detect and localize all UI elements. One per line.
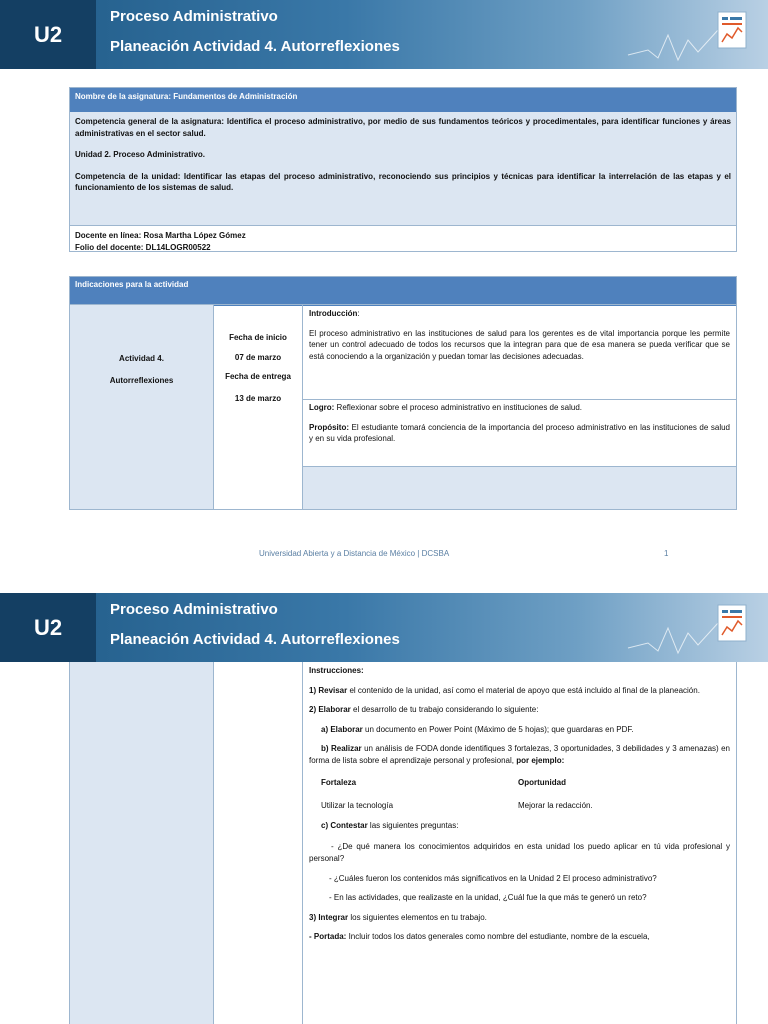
unit-badge: U2 bbox=[0, 0, 96, 69]
purpose-text: El estudiante tomará conciencia de la importancia del proceso administrativo en las instituciones de salud y en su vida profesional. bbox=[309, 422, 730, 444]
intro-text: El proceso administrativo en las instituciones de salud para los gerentes es de vital importancia porque les permite tener un control adecuado de todos los recursos que la integran para que de esa manera se pueda verificar que se está conociendo a la organización y puedan tomar las decisiones adecuadas. bbox=[309, 328, 730, 361]
instructions-cell bbox=[302, 662, 737, 1024]
chart-document-icon bbox=[568, 0, 768, 69]
step2c-text: las siguientes preguntas: bbox=[367, 820, 459, 830]
page-header-banner-2 bbox=[0, 593, 768, 662]
unit-competency: Competencia de la unidad: Identificar las etapas del proceso administrativo, reconociendo sus principios y técnicas para identificar la interrelación de las etapas y el funcionamiento de los sistemas de salud. bbox=[75, 171, 731, 193]
step3-text: los siguientes elementos en tu trabajo. bbox=[348, 912, 487, 922]
intro-label: Introducción bbox=[309, 309, 358, 318]
foda-opportunity-header: Oportunidad bbox=[518, 777, 566, 787]
foda-strength-header: Fortaleza bbox=[321, 777, 357, 787]
question-1: - ¿De qué manera los conocimientos adquiridos en esta unidad los puedo aplicar en tú vida profesional y personal? bbox=[309, 842, 730, 863]
page2-middle-cell bbox=[213, 662, 303, 1024]
step2-label: 2) Elaborar bbox=[309, 705, 351, 715]
foda-strength-value: Utilizar la tecnología bbox=[321, 801, 394, 811]
banner-subtitle-2: Planeación Actividad 4. Autorreflexiones bbox=[110, 631, 400, 648]
step2a-text: un documento en Power Point (Máximo de 5 hojas); que guardaras en PDF. bbox=[362, 724, 634, 734]
activity-name: Actividad 4. bbox=[119, 354, 164, 363]
activity-subtitle: Autorreflexiones bbox=[109, 375, 174, 385]
banner-title-2: Proceso Administrativo bbox=[110, 601, 278, 618]
step2c-label: c) Contestar bbox=[321, 820, 368, 830]
teacher-name: Docente en línea: Rosa Martha López Gómez bbox=[75, 231, 246, 240]
end-date: 13 de marzo bbox=[234, 393, 282, 403]
goal-cell bbox=[302, 399, 737, 467]
banner-subtitle: Planeación Actividad 4. Autorreflexiones bbox=[110, 38, 400, 55]
page-header-banner bbox=[0, 0, 768, 69]
foda-value-row bbox=[309, 800, 730, 812]
unit-name: Unidad 2. Proceso Administrativo. bbox=[75, 150, 205, 160]
footer-page-number: 1 bbox=[664, 549, 669, 558]
goal-text: Reflexionar sobre el proceso administrativo en instituciones de salud. bbox=[334, 403, 583, 412]
subject-name: Nombre de la asignatura: Fundamentos de Administración bbox=[70, 88, 736, 112]
step2a-label: a) Elaborar bbox=[321, 724, 363, 734]
instructions-label: Instrucciones: bbox=[309, 666, 364, 675]
page2-left-cell bbox=[69, 662, 214, 1024]
question-3: - En las actividades, que realizaste en la unidad, ¿Cuál fue la que más te generó un reto? bbox=[329, 893, 647, 903]
dates-cell bbox=[213, 304, 303, 510]
cover-label: - Portada: bbox=[309, 932, 347, 942]
step2b-label: b) Realizar bbox=[321, 744, 362, 754]
teacher-section bbox=[70, 225, 736, 257]
foda-opportunity-value: Mejorar la redacción. bbox=[518, 801, 593, 811]
step2-text: el desarrollo de tu trabajo considerando lo siguiente: bbox=[350, 705, 539, 715]
purpose-label: Propósito: bbox=[309, 422, 349, 432]
teacher-folio: Folio del docente: DL14LOGR00522 bbox=[75, 242, 211, 252]
step2b-text: un análisis de FODA donde identifiques 3 fortalezas, 3 oportunidades, 3 debilidades y 3 amenazas) en forma de lista sobre el aprendizaje personal y profesional, bbox=[309, 744, 730, 765]
goal-label: Logro: bbox=[309, 403, 335, 412]
step1-label: 1) Revisar bbox=[309, 685, 348, 695]
competencies-section bbox=[70, 112, 736, 225]
step2b-example: por ejemplo: bbox=[516, 755, 565, 765]
activity-table-header: Indicaciones para la actividad bbox=[70, 277, 736, 306]
cover-text: Incluir todos los datos generales como nombre del estudiante, nombre de la escuela, bbox=[346, 932, 650, 942]
introduction-cell: Introducción: El proceso administrativo en las instituciones de salud para los gerentes es de vital importancia porque les permite tener un control adecuado de todos los recursos que la integran para que de esa manera se pueda verificar que se está conociendo a la organización y puedan tomar las decisiones adecuadas. bbox=[302, 304, 737, 400]
foda-header-row bbox=[309, 777, 730, 789]
general-competency: Competencia general de la asignatura: Identifica el proceso administrativo, por medio de sus fundamentos teóricos y procedimentales, para identificar funciones y áreas administrativas en el sector salud. bbox=[75, 117, 731, 138]
step1-text: el contenido de la unidad, así como el material de apoyo que está incluido al final de la planeación. bbox=[347, 685, 700, 695]
end-date-label: Fecha de entrega bbox=[225, 372, 291, 382]
footer-university: Universidad Abierta y a Distancia de México | DCSBA bbox=[259, 549, 450, 558]
question-2: - ¿Cuáles fueron los contenidos más significativos en la Unidad 2 El proceso administrativo? bbox=[329, 873, 657, 883]
subject-info-box bbox=[69, 87, 737, 252]
empty-cell bbox=[302, 466, 737, 510]
activity-name-cell bbox=[69, 304, 214, 510]
start-date-label: Fecha de inicio bbox=[229, 333, 287, 342]
chart-document-icon-2 bbox=[568, 593, 768, 662]
start-date: 07 de marzo bbox=[234, 352, 282, 362]
banner-title: Proceso Administrativo bbox=[110, 8, 278, 25]
unit-badge-2: U2 bbox=[0, 593, 96, 662]
step3-label: 3) Integrar bbox=[309, 912, 349, 922]
